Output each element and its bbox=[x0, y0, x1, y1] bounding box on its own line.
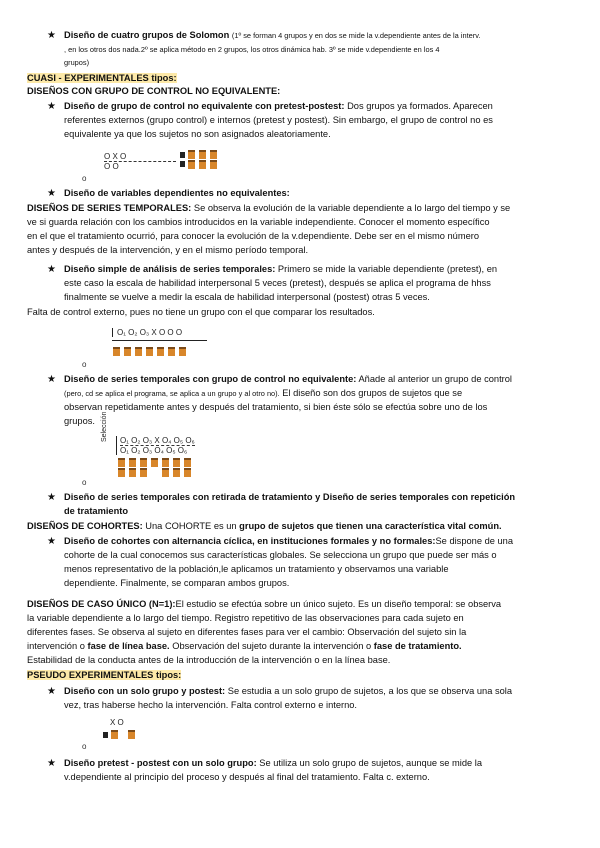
solomon-text-2: , en los otros dos nada.2º se aplica método en 2 grupos, los otros dinámica hab. 3º se mide v.dependiente en los 4 bbox=[64, 45, 440, 54]
pretest-postest-line-1: Diseño pretest - postest con un solo grupo: Se utiliza un solo grupo de sujetos, aunque se mide la bbox=[64, 758, 483, 768]
grupo-control-line-2: referentes externos (grupo control) e internos (pretest y postest). Sin embargo, el grupo de control no es bbox=[64, 115, 493, 125]
con-control-line-3: observan repetidamente antes y después del tratamiento, si bien éste sólo se efectúa sobre uno de los bbox=[64, 402, 488, 412]
con-control-line-1: Diseño de series temporales con grupo de control no equivalente: Añade al anterior un grupo de control bbox=[64, 374, 512, 384]
star-bullet-icon: ★ bbox=[47, 264, 56, 275]
solomon-title: Diseño de cuatro grupos de Solomon bbox=[64, 30, 230, 40]
diagram-series-control bbox=[116, 436, 195, 455]
simple-line-1: Diseño simple de análisis de series temporales: Primero se mide la variable dependiente (pretest), en bbox=[64, 264, 498, 274]
series-temporales-line-3: en el que el tratamiento ocurrió, para conocer la evolución de la v.dependiente. Debe ser en el mismo número bbox=[27, 231, 480, 241]
simple-line-2: este caso la escala de habilidad interpersonal 5 veces (pretest), después se aplica el programa de hhss bbox=[64, 278, 491, 288]
alternancia-line-3: menos representativo de la población,le aplicamos un tratamiento y observamos una variable bbox=[64, 564, 449, 574]
grupo-control-line-1: Diseño de grupo de control no equivalente con pretest-postest: Dos grupos ya formados. Aparecen bbox=[64, 101, 493, 111]
diagram-icons bbox=[180, 150, 221, 169]
diagram-baseline bbox=[112, 340, 207, 341]
diagram-row-2: O₁ O₂ O₃ O₄ O₅ O₆ bbox=[120, 445, 195, 455]
solo-grupo-line-1: Diseño con un solo grupo y postest: Se estudia a un solo grupo de sujetos, a los que se observa una sola bbox=[64, 686, 513, 696]
solomon-text-1: (1º se forman 4 grupos y en dos se mide la v.dependiente antes de la interv. bbox=[231, 31, 481, 40]
solo-grupo-line-2: vez, tras haberse hecho la intervención. Falta control externo e interno. bbox=[64, 700, 358, 710]
diagram-icons bbox=[113, 347, 190, 356]
simple-line-3: finalmente se vuelve a medir la escala de habilidad interpersonal (postest) otras 5 veces. bbox=[64, 292, 430, 302]
series-temporales-line-1: DISEÑOS DE SERIES TEMPORALES: Se observa la evolución de la variable dependiente a lo largo del tiempo y se bbox=[27, 203, 511, 213]
caso-unico-line-2: la variable dependiente a lo largo del tiempo. Registro repetitivo de las observaciones para cada sujeto en bbox=[27, 613, 464, 623]
diagram-row-1: O₁ O₂ O₃ X O₄ O₅ O₆ bbox=[120, 436, 195, 445]
grupo-control-line-3: equivalente ya que los sujetos no son asignados aleatoriamente. bbox=[64, 129, 331, 139]
circle-bullet-icon: o bbox=[82, 360, 87, 369]
alternancia-line-1: Diseño de cohortes con alternancia cíclica, en instituciones formales y no formales:Se dispone de una bbox=[64, 536, 514, 546]
diagram-row-1: O X O bbox=[104, 152, 127, 161]
diagram-icons bbox=[103, 730, 139, 739]
star-bullet-icon: ★ bbox=[47, 188, 56, 199]
solomon-line-1 bbox=[64, 29, 480, 42]
retirada-title-1: Diseño de series temporales con retirada de tratamiento y Diseño de series temporales con repetición bbox=[64, 492, 516, 502]
diagram-row: O₁ O₂ O₃ X O O O bbox=[117, 328, 183, 337]
alternancia-line-2: cohorte de la cual conocemos sus características globales. Se selecciona un grupo que puede ser más o bbox=[64, 550, 497, 560]
diagram-solo-grupo: X O bbox=[110, 718, 124, 727]
star-bullet-icon: ★ bbox=[47, 30, 56, 41]
star-bullet-icon: ★ bbox=[47, 536, 56, 547]
simple-line-4: Falta de control externo, pues no tiene un grupo con el que comparar los resultados. bbox=[27, 307, 375, 317]
star-bullet-icon: ★ bbox=[47, 758, 56, 769]
caso-unico-line-3: diferentes fases. Se observa al sujeto en diferentes fases para ver el cambio: Observación del sujeto sin la bbox=[27, 627, 467, 637]
no-equivalente-heading: DISEÑOS CON GRUPO DE CONTROL NO EQUIVALENTE: bbox=[27, 86, 281, 96]
caso-unico-line-4: intervención o fase de línea base. Observación del sujeto durante la intervención o fase de tratamiento. bbox=[27, 641, 462, 651]
series-temporales-line-2: ve si guarda relación con los cambios introducidos en la variable independiente. Conocer el momento específico bbox=[27, 217, 490, 227]
variables-dependientes-title: Diseño de variables dependientes no equivalentes: bbox=[64, 188, 290, 198]
cuasi-heading: CUASI - EXPERIMENTALES tipos: bbox=[27, 73, 177, 83]
pretest-postest-line-2: v.dependiente al principio del proceso y después al final del tratamiento. Falta c. externo. bbox=[64, 772, 430, 782]
caso-unico-line-5: Estabilidad de la conducta antes de la introducción de la intervención o en la línea base. bbox=[27, 655, 391, 665]
diagram-series-simple bbox=[112, 328, 182, 337]
circle-bullet-icon: o bbox=[82, 174, 87, 183]
pseudo-heading: PSEUDO EXPERIMENTALES tipos: bbox=[27, 670, 182, 680]
con-control-line-4: grupos. bbox=[64, 416, 96, 426]
series-temporales-line-4: antes y después de la intervención, y en el mismo período temporal. bbox=[27, 245, 309, 255]
cohortes-line: DISEÑOS DE COHORTES: Una COHORTE es un grupo de sujetos que tienen una característica vital común. bbox=[27, 521, 502, 531]
solomon-text-3: grupos) bbox=[64, 58, 90, 67]
star-bullet-icon: ★ bbox=[47, 101, 56, 112]
retirada-title-2: de tratamiento bbox=[64, 506, 129, 516]
caso-unico-line-1: DISEÑOS DE CASO ÚNICO (N=1):El estudio se efectúa sobre un único sujeto. Es un diseño temporal: se observa bbox=[27, 599, 502, 609]
con-control-line-2: (pero, cd se aplica el programa, se aplica a un grupo y al otro no). El diseño son dos grupos de sujetos que se bbox=[64, 388, 463, 398]
alternancia-line-4: dependiente. Finalmente, se comparan ambos grupos. bbox=[64, 578, 290, 588]
star-bullet-icon: ★ bbox=[47, 686, 56, 697]
circle-bullet-icon: o bbox=[82, 742, 87, 751]
star-bullet-icon: ★ bbox=[47, 492, 56, 503]
diagram-seleccion-label: Selección bbox=[101, 411, 108, 442]
diagram-row-2: O O bbox=[104, 161, 176, 171]
star-bullet-icon: ★ bbox=[47, 374, 56, 385]
circle-bullet-icon: o bbox=[82, 478, 87, 487]
diagram-control-no-equivalente bbox=[104, 152, 176, 171]
diagram-icons bbox=[118, 458, 195, 477]
